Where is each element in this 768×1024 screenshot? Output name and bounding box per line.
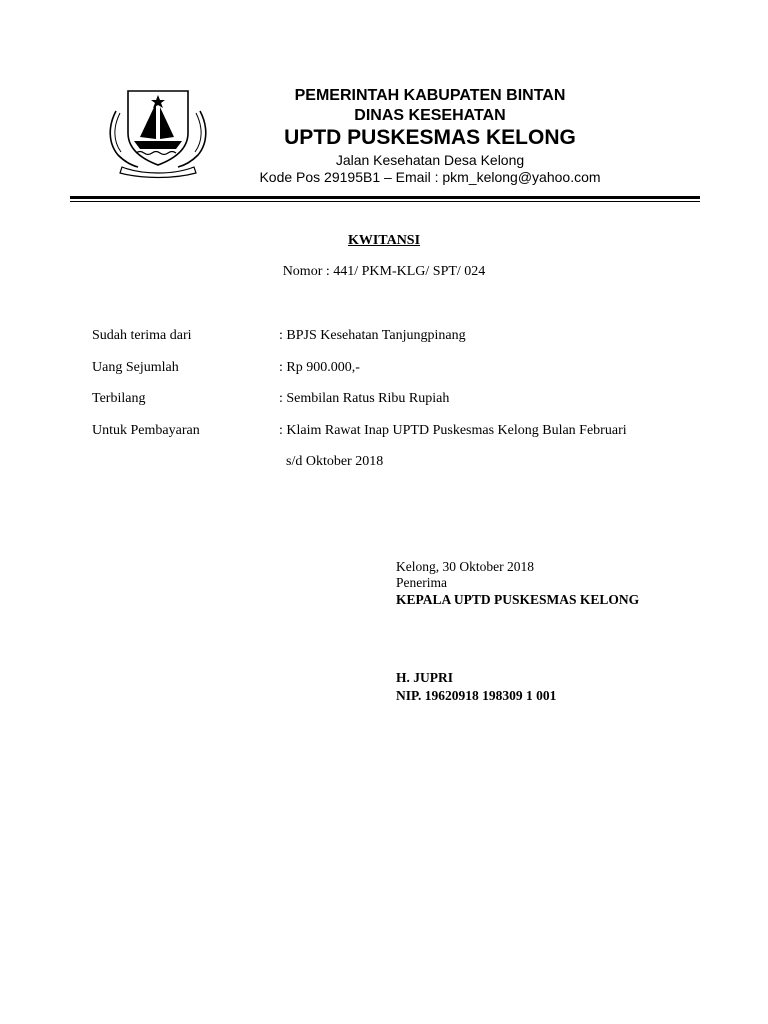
field-label-received-from: Sudah terima dari xyxy=(92,328,192,343)
signature-role: Penerima xyxy=(396,575,447,590)
signature-place-date: Kelong, 30 Oktober 2018 xyxy=(396,559,534,574)
letterhead-postal-email: Kode Pos 29195B1 – Email : pkm_kelong@yahoo.com xyxy=(259,169,601,185)
header-divider-thick xyxy=(70,196,700,199)
letterhead-institution: UPTD PUSKESMAS KELONG xyxy=(284,126,576,149)
field-label-payment-for: Untuk Pembayaran xyxy=(92,423,200,438)
signatory-nip: NIP. 19620918 198309 1 001 xyxy=(396,688,557,703)
field-value-payment-for: : Klaim Rawat Inap UPTD Puskesmas Kelong Bulan Februari xyxy=(279,423,627,438)
field-value-received-from: : BPJS Kesehatan Tanjungpinang xyxy=(279,328,466,343)
signatory-name: H. JUPRI xyxy=(396,670,453,685)
document-number: Nomor : 441/ PKM-KLG/ SPT/ 024 xyxy=(282,264,486,279)
document-title: KWITANSI xyxy=(347,233,421,248)
header-divider-thin xyxy=(70,201,700,202)
letterhead-government: PEMERINTAH KABUPATEN BINTAN xyxy=(294,87,566,104)
field-value-amount: : Rp 900.000,- xyxy=(279,360,360,375)
field-label-amount: Uang Sejumlah xyxy=(92,360,179,375)
field-label-amount-in-words: Terbilang xyxy=(92,391,146,406)
field-value-payment-for-continuation: s/d Oktober 2018 xyxy=(286,454,384,469)
letterhead-address: Jalan Kesehatan Desa Kelong xyxy=(335,152,525,168)
letterhead-department: DINAS KESEHATAN xyxy=(354,107,506,124)
bintan-regency-seal-icon xyxy=(104,81,212,179)
field-value-amount-in-words: : Sembilan Ratus Ribu Rupiah xyxy=(279,391,450,406)
signature-position: KEPALA UPTD PUSKESMAS KELONG xyxy=(396,592,640,607)
